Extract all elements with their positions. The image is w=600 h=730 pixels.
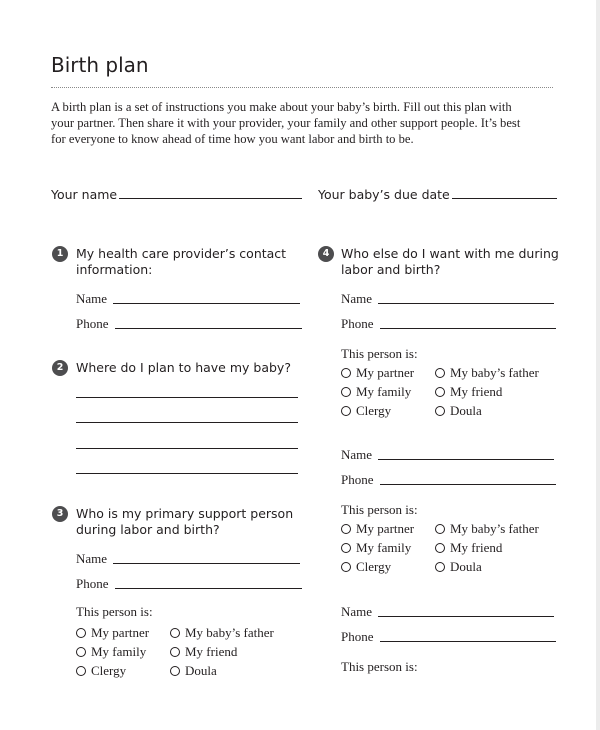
option-my-friend[interactable]: [170, 644, 237, 660]
q3-name-field[interactable]: [76, 551, 300, 567]
name-line[interactable]: [378, 616, 554, 617]
radio-icon[interactable]: [341, 368, 351, 378]
option-label: Doula: [450, 559, 482, 574]
option-label: Doula: [185, 663, 217, 678]
q1-phone-field[interactable]: [76, 316, 302, 332]
name-line[interactable]: [113, 563, 300, 564]
name-label: Name: [76, 551, 108, 566]
name-label: Name: [76, 291, 108, 306]
question-line: during labor and birth?: [76, 521, 220, 537]
option-label: Doula: [450, 403, 482, 418]
option-babys-father[interactable]: [170, 625, 274, 641]
radio-icon[interactable]: [76, 628, 86, 638]
question-1-text: [76, 246, 286, 277]
option-doula[interactable]: [435, 403, 482, 419]
radio-icon[interactable]: [435, 543, 445, 553]
option-my-family[interactable]: [76, 644, 146, 660]
option-label: Clergy: [356, 559, 392, 574]
phone-label: Phone: [341, 472, 374, 487]
option-my-family[interactable]: [341, 384, 411, 400]
question-line: Who is my primary support person: [76, 506, 294, 521]
phone-label: Phone: [341, 629, 374, 644]
phone-label: Phone: [76, 576, 109, 591]
your-name-label: Your name: [51, 187, 118, 202]
name-line[interactable]: [113, 303, 300, 304]
radio-icon[interactable]: [170, 666, 180, 676]
option-label: My baby’s father: [185, 625, 274, 640]
radio-icon[interactable]: [170, 628, 180, 638]
option-babys-father[interactable]: [435, 365, 539, 381]
phone-line[interactable]: [380, 484, 556, 485]
this-person-label: This person is:: [341, 346, 418, 361]
intro-line: for everyone to know ahead of time how you want labor and birth to be.: [51, 132, 414, 146]
intro-line: A birth plan is a set of instructions you make about your baby’s birth. Fill out this plan with: [51, 100, 512, 114]
page-title: Birth plan: [51, 53, 149, 77]
radio-icon[interactable]: [76, 647, 86, 657]
question-line: Where do I plan to have my baby?: [76, 360, 291, 375]
option-label: My family: [356, 540, 412, 555]
radio-icon[interactable]: [341, 387, 351, 397]
option-label: Clergy: [91, 663, 127, 678]
option-label: My friend: [450, 540, 503, 555]
phone-label: Phone: [341, 316, 374, 331]
radio-icon[interactable]: [435, 368, 445, 378]
radio-icon[interactable]: [341, 524, 351, 534]
q3-phone-field[interactable]: [76, 576, 302, 592]
answer-line[interactable]: [76, 397, 298, 398]
question-number-3: 3: [52, 506, 68, 522]
option-babys-father[interactable]: [435, 521, 539, 537]
phone-line[interactable]: [380, 641, 556, 642]
question-number-4: 4: [318, 246, 334, 262]
intro-paragraph: [51, 99, 561, 147]
option-label: My family: [356, 384, 412, 399]
question-4-text: [341, 246, 559, 277]
answer-line[interactable]: [76, 473, 298, 474]
question-number-1: 1: [52, 246, 68, 262]
option-label: My baby’s father: [450, 365, 539, 380]
page-edge: [596, 0, 600, 730]
due-date-field[interactable]: [318, 187, 557, 202]
option-clergy[interactable]: [76, 663, 126, 679]
due-date-label: Your baby’s due date: [318, 187, 450, 202]
radio-icon[interactable]: [435, 562, 445, 572]
name-line[interactable]: [378, 303, 554, 304]
q4-name-field-2[interactable]: [341, 447, 554, 463]
answer-line[interactable]: [76, 448, 298, 449]
radio-icon[interactable]: [435, 406, 445, 416]
radio-icon[interactable]: [435, 387, 445, 397]
option-my-partner[interactable]: [76, 625, 149, 641]
q4-phone-field-3[interactable]: [341, 629, 556, 645]
phone-line[interactable]: [380, 328, 556, 329]
phone-line[interactable]: [115, 588, 302, 589]
radio-icon[interactable]: [76, 666, 86, 676]
radio-icon[interactable]: [341, 562, 351, 572]
option-label: My partner: [91, 625, 150, 640]
due-date-line[interactable]: [452, 198, 557, 199]
question-number-2: 2: [52, 360, 68, 376]
option-label: My friend: [450, 384, 503, 399]
name-label: Name: [341, 604, 373, 619]
this-person-label: This person is:: [76, 604, 153, 619]
q4-name-field-1[interactable]: [341, 291, 554, 307]
option-clergy[interactable]: [341, 559, 391, 575]
your-name-field[interactable]: [51, 187, 302, 202]
option-my-partner[interactable]: [341, 521, 414, 537]
name-line[interactable]: [378, 459, 554, 460]
option-label: My family: [91, 644, 147, 659]
name-label: Name: [341, 447, 373, 462]
option-label: Clergy: [356, 403, 392, 418]
option-my-friend[interactable]: [435, 384, 502, 400]
title-divider: [51, 87, 553, 88]
intro-line: your partner. Then share it with your provider, your family and other support people. It’s best: [51, 116, 521, 130]
option-my-friend[interactable]: [435, 540, 502, 556]
q4-name-field-3[interactable]: [341, 604, 554, 620]
option-label: My friend: [185, 644, 238, 659]
radio-icon[interactable]: [341, 406, 351, 416]
q1-name-field[interactable]: [76, 291, 300, 307]
radio-icon[interactable]: [170, 647, 180, 657]
option-label: My baby’s father: [450, 521, 539, 536]
question-line: information:: [76, 261, 153, 277]
option-my-family[interactable]: [341, 540, 411, 556]
question-line: My health care provider’s contact: [76, 246, 287, 261]
question-line: Who else do I want with me during: [341, 246, 559, 261]
option-label: My partner: [356, 365, 415, 380]
name-label: Name: [341, 291, 373, 306]
this-person-label: This person is:: [341, 659, 418, 674]
answer-line[interactable]: [76, 422, 298, 423]
option-doula[interactable]: [170, 663, 217, 679]
option-label: My partner: [356, 521, 415, 536]
radio-icon[interactable]: [341, 543, 351, 553]
q4-phone-field-1[interactable]: [341, 316, 556, 332]
question-3-text: [76, 506, 293, 537]
option-clergy[interactable]: [341, 403, 391, 419]
radio-icon[interactable]: [435, 524, 445, 534]
phone-line[interactable]: [115, 328, 302, 329]
your-name-line[interactable]: [119, 198, 302, 199]
q4-phone-field-2[interactable]: [341, 472, 556, 488]
option-my-partner[interactable]: [341, 365, 414, 381]
this-person-label: This person is:: [341, 502, 418, 517]
question-line: labor and birth?: [341, 261, 441, 277]
phone-label: Phone: [76, 316, 109, 331]
option-doula[interactable]: [435, 559, 482, 575]
question-2-text: [76, 360, 291, 376]
